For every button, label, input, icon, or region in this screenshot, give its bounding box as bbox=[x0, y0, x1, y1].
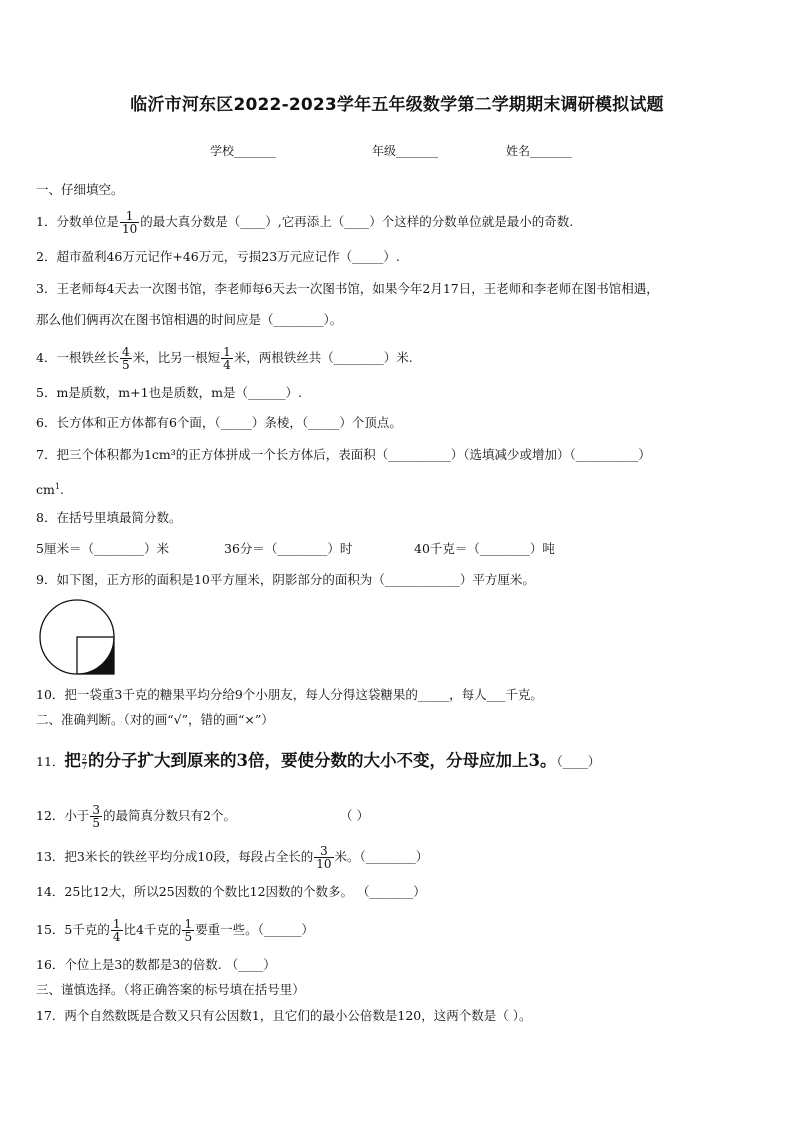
question-9: 9．如下图，正方形的面积是10平方厘米，阴影部分的面积为（____________）平方厘米。 bbox=[36, 572, 535, 587]
question-8-item-a: 5厘米＝（________）米 bbox=[36, 541, 169, 556]
q15-text-b: 比4千克的 bbox=[123, 922, 182, 937]
question-1 bbox=[36, 209, 574, 236]
question-3-line-1: 3．王老师每4天去一次图书馆，李老师每6天去一次图书馆，如果今年2月17日，王老师和李老师在图书馆相遇， bbox=[36, 281, 659, 296]
q1-fraction bbox=[120, 210, 139, 235]
q7-end: . bbox=[59, 482, 64, 498]
section-heading-2: 二、准确判断。（对的画“√”，错的画“×”） bbox=[36, 712, 274, 727]
question-5: 5．m是质数，m+1也是质数，m是（______）. bbox=[36, 385, 302, 400]
q15-text-a: 15．5千克的 bbox=[36, 922, 110, 937]
question-8-item-b: 36分＝（________）时 bbox=[224, 541, 353, 556]
section-heading-1: 一、仔细填空。 bbox=[36, 182, 124, 197]
question-3-line-2: 那么他们俩再次在图书馆相遇的时间应是（________）。 bbox=[36, 312, 343, 327]
q7-unit: cm bbox=[36, 482, 55, 498]
question-7-line-2 bbox=[36, 477, 64, 497]
q11-text-a: 把 bbox=[64, 751, 81, 770]
q4-frac1-den: 5 bbox=[121, 358, 130, 372]
question-7-line-1: 7．把三个体积都为1cm³的正方体拼成一个长方体后，表面积（__________）（选填减少或增加）（__________） bbox=[36, 447, 651, 462]
q4-frac1-num: 4 bbox=[121, 345, 130, 359]
q13-text-b: 米。（________） bbox=[334, 849, 429, 864]
q12-frac-num: 3 bbox=[92, 803, 101, 817]
q4-fraction-2 bbox=[221, 346, 233, 371]
q11-text-b: 的分子扩大到原来的3倍，要使分数的大小不变，分母应加上3。 bbox=[88, 751, 557, 770]
q12-fraction bbox=[90, 804, 102, 829]
grade-field: 年级_______ bbox=[372, 144, 439, 158]
q11-frac-den: 7 bbox=[81, 762, 87, 771]
q7-unit-sup: 1 bbox=[54, 482, 60, 491]
q15-fraction-2 bbox=[182, 918, 194, 943]
q1-frac-num: 1 bbox=[120, 210, 139, 223]
q15-frac1-den: 4 bbox=[112, 930, 121, 944]
circle-square-figure bbox=[38, 598, 120, 678]
q1-text-a: 1．分数单位是 bbox=[36, 214, 119, 229]
q4-text-b: 米，比另一根短 bbox=[132, 350, 221, 365]
question-11 bbox=[36, 748, 600, 774]
question-17: 17．两个自然数既是合数又只有公因数1，且它们的最小公倍数是120，这两个数是（ ）。 bbox=[36, 1008, 532, 1023]
question-10: 10．把一袋重3千克的糖果平均分给9个小朋友，每人分得这袋糖果的_____，每人___千克。 bbox=[36, 687, 543, 702]
q15-frac2-den: 5 bbox=[184, 930, 193, 944]
q12-frac-den: 5 bbox=[92, 816, 101, 830]
section-heading-3: 三、谨慎选择。（将正确答案的标号填在括号里） bbox=[36, 982, 305, 997]
q13-frac-num: 3 bbox=[314, 845, 333, 858]
question-13 bbox=[36, 844, 429, 871]
q11-frac-num: 2 bbox=[81, 753, 87, 762]
q13-frac-den: 10 bbox=[316, 857, 332, 871]
q13-fraction bbox=[314, 845, 333, 870]
q15-text-c: 要重一些。（______） bbox=[195, 922, 314, 937]
q1-frac-den: 10 bbox=[121, 222, 138, 236]
q11-bracket: （____） bbox=[556, 754, 601, 769]
q11-number: 11． bbox=[36, 754, 65, 769]
question-14: 14．25比12大，所以25因数的个数比12因数的个数多。 （_______） bbox=[36, 884, 426, 899]
q13-text-a: 13．把3米长的铁丝平均分成10段，每段占全长的 bbox=[36, 849, 314, 864]
q4-fraction-1 bbox=[120, 346, 132, 371]
q4-text-a: 4．一根铁丝长 bbox=[36, 350, 119, 365]
q15-fraction-1 bbox=[111, 918, 123, 943]
question-15 bbox=[36, 917, 314, 944]
q4-text-c: 米，两根铁丝共（________）米. bbox=[233, 350, 413, 365]
question-6: 6．长方体和正方体都有6个面，（_____）条棱，（_____）个顶点。 bbox=[36, 415, 402, 430]
question-8-item-c: 40千克＝（________）吨 bbox=[414, 541, 555, 556]
school-field: 学校_______ bbox=[210, 144, 277, 158]
q1-text-b: 的最大真分数是（____）,它再添上（____）个这样的分数单位就是最小的奇数. bbox=[140, 214, 574, 229]
question-4 bbox=[36, 345, 413, 372]
q15-frac2-num: 1 bbox=[184, 917, 193, 931]
q4-frac2-num: 1 bbox=[223, 345, 231, 359]
question-12 bbox=[36, 803, 369, 830]
page-title: 临沂市河东区2022-2023学年五年级数学第二学期期末调研模拟试题 bbox=[130, 95, 664, 115]
q12-bracket: （ ） bbox=[340, 808, 369, 823]
q15-frac1-num: 1 bbox=[112, 917, 121, 931]
name-field: 姓名_______ bbox=[506, 144, 573, 158]
question-2: 2．超市盈利46万元记作+46万元，亏损23万元应记作（_____）. bbox=[36, 249, 400, 264]
q12-text-a: 12．小于 bbox=[36, 808, 90, 823]
q11-fraction bbox=[82, 754, 87, 771]
question-8: 8．在括号里填最简分数。 bbox=[36, 510, 182, 525]
q4-frac2-den: 4 bbox=[223, 358, 231, 372]
q12-text-b: 的最简真分数只有2个。 bbox=[103, 808, 237, 823]
question-16: 16．个位上是3的数都是3的倍数. （____） bbox=[36, 957, 276, 972]
